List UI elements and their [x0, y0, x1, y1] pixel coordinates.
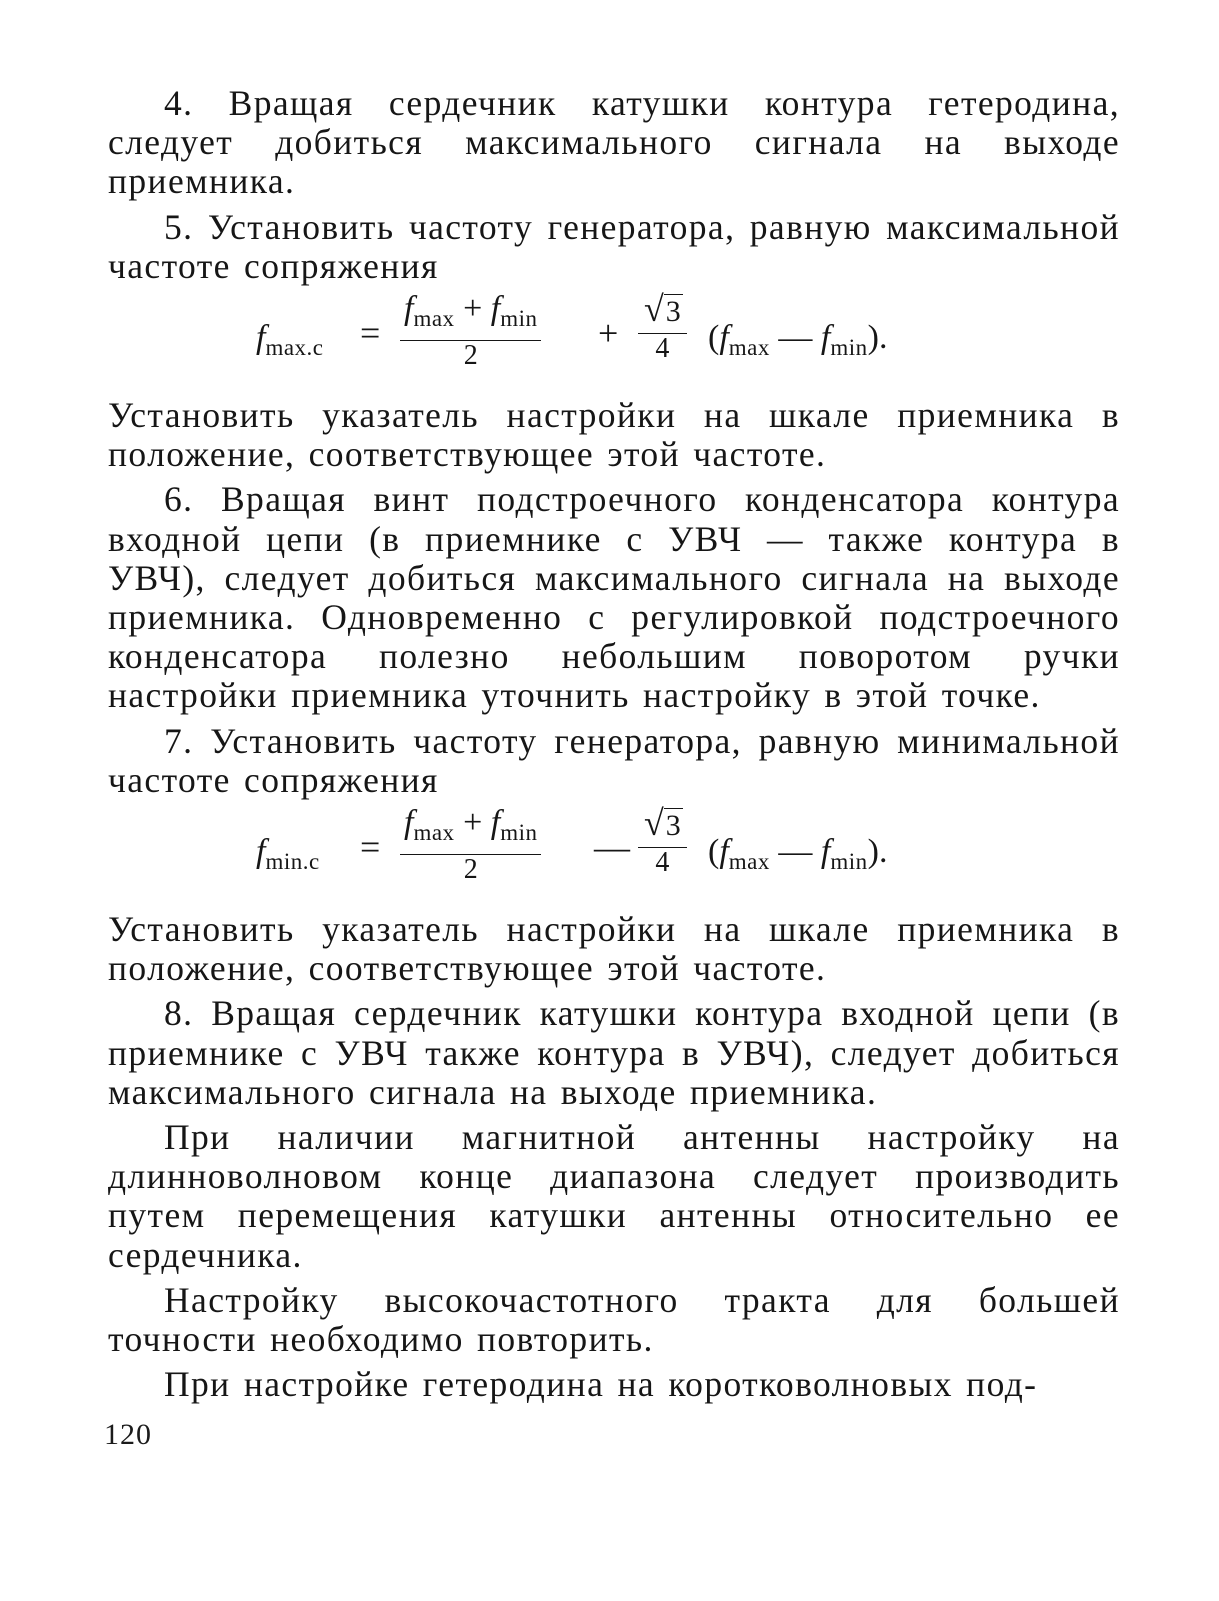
sqrt-icon: √3: [644, 803, 681, 844]
formula-min-difference: ($f_{max}$ — $f_{min}$).: [708, 833, 888, 875]
formula-min-lhs: $f_{min.c}$: [256, 833, 320, 875]
formula-max-plus: +: [598, 313, 619, 354]
paragraph-step-4: 4. Вращая сердечник катушки контура гетеродина, следует добиться максимального сигнала на выходе приемника.: [108, 83, 1120, 202]
formula-min-fraction-1: $f_{max} + f_{min}$ 2: [400, 804, 541, 885]
formula-min-mating-frequency: [108, 804, 1120, 900]
formula-min-minus: —: [594, 827, 630, 868]
sqrt-icon: √3: [644, 289, 681, 330]
formula-min-fraction-2: √3 4: [638, 804, 687, 878]
paragraph-step-5-after: Установить указатель настройки на шкале приемника в положение, соответствующее этой частоте.: [108, 395, 1120, 475]
formula-min-equals: =: [360, 827, 381, 868]
formula-max-mating-frequency: [108, 290, 1120, 386]
formula-max-difference: ($f_{max}$ — $f_{min}$).: [708, 319, 888, 361]
paragraph-step-7-after: Установить указатель настройки на шкале приемника в положение, соответствующее этой частоте.: [108, 909, 1120, 989]
page-number: 120: [104, 1418, 152, 1451]
paragraph-repeat-tuning: Настройку высокочастотного тракта для большей точности необходимо повторить.: [108, 1279, 1120, 1360]
paragraph-step-5: 5. Установить частоту генератора, равную максимальной частоте сопряжения: [108, 206, 1120, 286]
formula-max-equals: =: [360, 313, 381, 354]
formula-max-lhs: $f_{max.c}$: [256, 319, 324, 361]
paragraph-step-7: 7. Установить частоту генератора, равную минимальной частоте сопряжения: [108, 720, 1120, 800]
paragraph-step-6: 6. Вращая винт подстроечного конденсатора контура входной цепи (в приемнике с УВЧ — также контура в УВЧ), следует добиться максимального сигнала на выходе приемника. Одновременно с регулировкой подстроечного конденсатора полезно небольшим поворотом ручки настройки приемника уточнить настройку в этой точке.: [108, 479, 1120, 716]
paragraph-shortwave: При настройке гетеродина на коротковолновых под-: [164, 1364, 1038, 1405]
formula-max-fraction-1: $f_{max} + f_{min}$ 2: [400, 290, 541, 371]
paragraph-step-8: 8. Вращая сердечник катушки контура входной цепи (в приемнике с УВЧ также контура в УВЧ), следует добиться максимального сигнала на выходе приемника.: [108, 993, 1120, 1112]
formula-max-fraction-2: √3 4: [638, 290, 687, 364]
paragraph-magnetic-antenna: При наличии магнитной антенны настройку на длинноволновом конце диапазона следует производить путем перемещения катушки антенны относительно ее сердечника.: [108, 1117, 1120, 1275]
page-body: [108, 84, 1120, 1404]
